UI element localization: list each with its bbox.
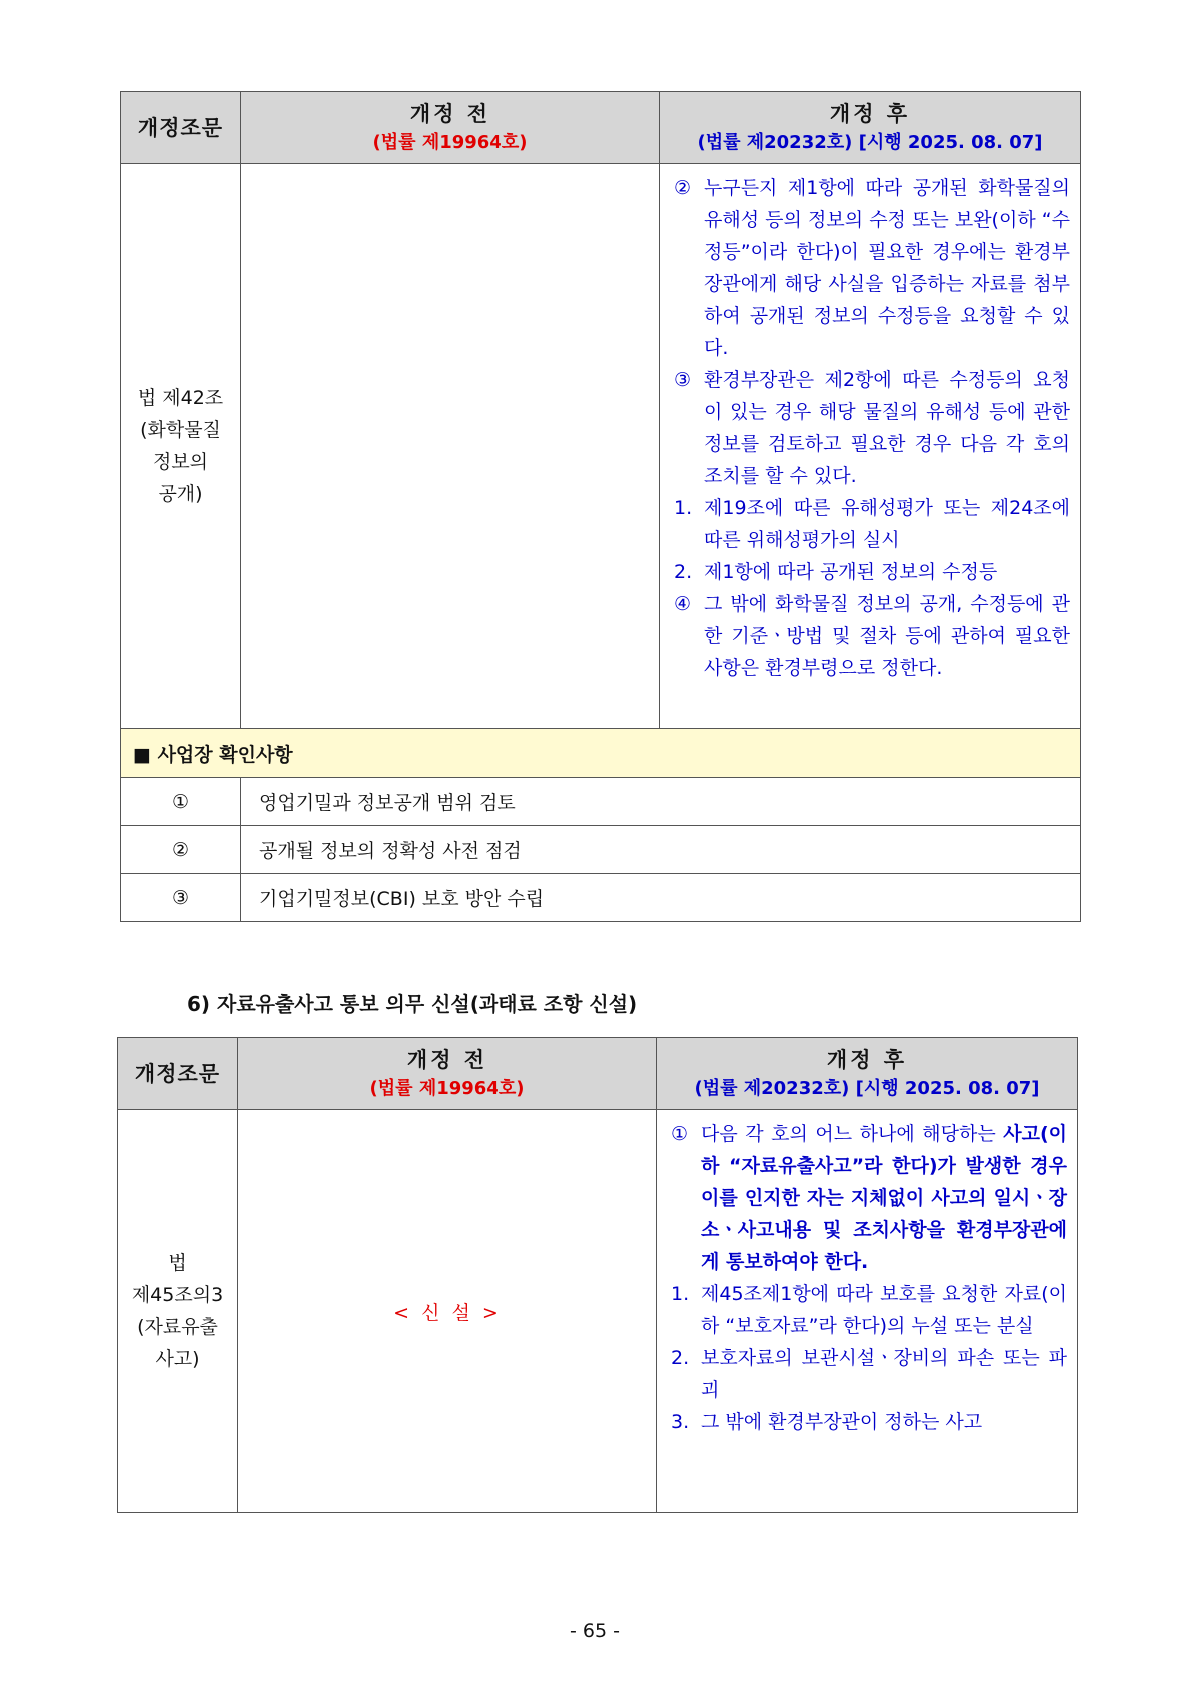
- item-marker: 1.: [671, 1283, 690, 1305]
- item-text: 환경부장관은 제2항에 따른 수정등의 요청이 있는 경우 해당 물질의 유해성 등에 관한 정보를 검토하고 필요한 경우 다음 각 호의 조치를 할 수 있다.: [704, 369, 1070, 487]
- clause-cell: [118, 1110, 238, 1513]
- after-law: (법률 제20232호) [시행 2025. 08. 07]: [694, 1077, 1040, 1099]
- check-text: 영업기밀과 정보공개 범위 검토: [241, 778, 1081, 826]
- item-text-plain: 다음 각 호의 어느 하나에 해당하는: [701, 1123, 996, 1145]
- item-text: 제45조제1항에 따라 보호를 요청한 자료(이하 “보호자료”라 한다)의 누설 또는 분실: [701, 1283, 1067, 1337]
- after-item: [671, 1118, 1067, 1278]
- amendment-table-2: [117, 1037, 1078, 1513]
- item-marker: ②: [674, 177, 692, 199]
- after-item: [671, 1406, 1067, 1438]
- after-header: [660, 92, 1081, 164]
- item-text: [701, 1118, 1067, 1278]
- clause-line: 정보의: [152, 451, 209, 473]
- check-text: 공개될 정보의 정확성 사전 점검: [241, 826, 1081, 874]
- amendment-table-1: [120, 91, 1081, 922]
- item-marker: 2.: [671, 1347, 690, 1369]
- before-header: [238, 1038, 657, 1110]
- clause-header-label: 개정조문: [137, 115, 224, 140]
- check-section-header: ■ 사업장 확인사항: [121, 729, 1081, 778]
- item-text: 누구든지 제1항에 따라 공개된 화학물질의 유해성 등의 정보의 수정 또는 보완(이하 “수정등”이라 한다)이 필요한 경우에는 환경부장관에게 해당 사실을 입증하는 자료를 첨부하여 공개된 정보의 수정등을 요청할 수 있다.: [704, 177, 1070, 359]
- clause-header-label: 개정조문: [134, 1061, 221, 1086]
- after-item: [674, 492, 1070, 556]
- clause-line: 법 제42조: [137, 387, 224, 409]
- item-text-bold: 사고(이하 “자료유출사고”라 한다)가 발생한 경우 이를 인지한 자는 지체없이 사고의 일시ㆍ장소ㆍ사고내용 및 조치사항을 환경부장관에게 통보하여야 한다.: [701, 1123, 1068, 1273]
- after-item: [674, 364, 1070, 492]
- after-item: [674, 172, 1070, 364]
- item-marker: ①: [671, 1123, 689, 1145]
- clause-cell: [121, 164, 241, 729]
- item-text: 보호자료의 보관시설ㆍ장비의 파손 또는 파괴: [701, 1347, 1067, 1401]
- item-marker: 1.: [674, 497, 693, 519]
- after-item: [671, 1342, 1067, 1406]
- item-text: 그 밖에 화학물질 정보의 공개, 수정등에 관한 기준ㆍ방법 및 절차 등에 관하여 필요한 사항은 환경부령으로 정한다.: [704, 593, 1070, 679]
- new-provision-note: < 신 설 >: [238, 1110, 657, 1513]
- check-text: 기업기밀정보(CBI) 보호 방안 수립: [241, 874, 1081, 922]
- check-number: ③: [121, 874, 241, 922]
- after-cell: [657, 1110, 1078, 1513]
- clause-line: 사고): [155, 1348, 200, 1370]
- clause-header: [121, 92, 241, 164]
- after-item: [674, 588, 1070, 684]
- before-law: (법률 제19964호): [372, 131, 528, 153]
- item-marker: ③: [674, 369, 692, 391]
- clause-line: (자료유출: [137, 1316, 218, 1338]
- item-text: 제1항에 따라 공개된 정보의 수정등: [704, 561, 998, 583]
- item-text: 그 밖에 환경부장관이 정하는 사고: [701, 1411, 983, 1433]
- check-number: ①: [121, 778, 241, 826]
- after-header: [657, 1038, 1078, 1110]
- before-header: [241, 92, 660, 164]
- after-title: 개정 후: [829, 101, 911, 126]
- before-cell: [241, 164, 660, 729]
- item-marker: 3.: [671, 1411, 690, 1433]
- after-item: [674, 556, 1070, 588]
- clause-line: 법: [168, 1252, 187, 1274]
- before-law: (법률 제19964호): [369, 1077, 525, 1099]
- before-title: 개정 전: [409, 101, 491, 126]
- page-number: - 65 -: [570, 1620, 620, 1642]
- clause-line: 제45조의3: [131, 1284, 224, 1306]
- item-marker: 2.: [674, 561, 693, 583]
- after-title: 개정 후: [826, 1047, 908, 1072]
- after-item: [671, 1278, 1067, 1342]
- section-title: 6) 자료유출사고 통보 의무 신설(과태료 조항 신설): [187, 992, 638, 1016]
- check-number: ②: [121, 826, 241, 874]
- clause-line: 공개): [158, 483, 203, 505]
- after-cell: [660, 164, 1081, 729]
- item-text: 제19조에 따른 유해성평가 또는 제24조에 따른 위해성평가의 실시: [704, 497, 1070, 551]
- clause-header: [118, 1038, 238, 1110]
- before-title: 개정 전: [406, 1047, 488, 1072]
- item-marker: ④: [674, 593, 692, 615]
- after-law: (법률 제20232호) [시행 2025. 08. 07]: [697, 131, 1043, 153]
- clause-line: (화학물질: [140, 419, 221, 441]
